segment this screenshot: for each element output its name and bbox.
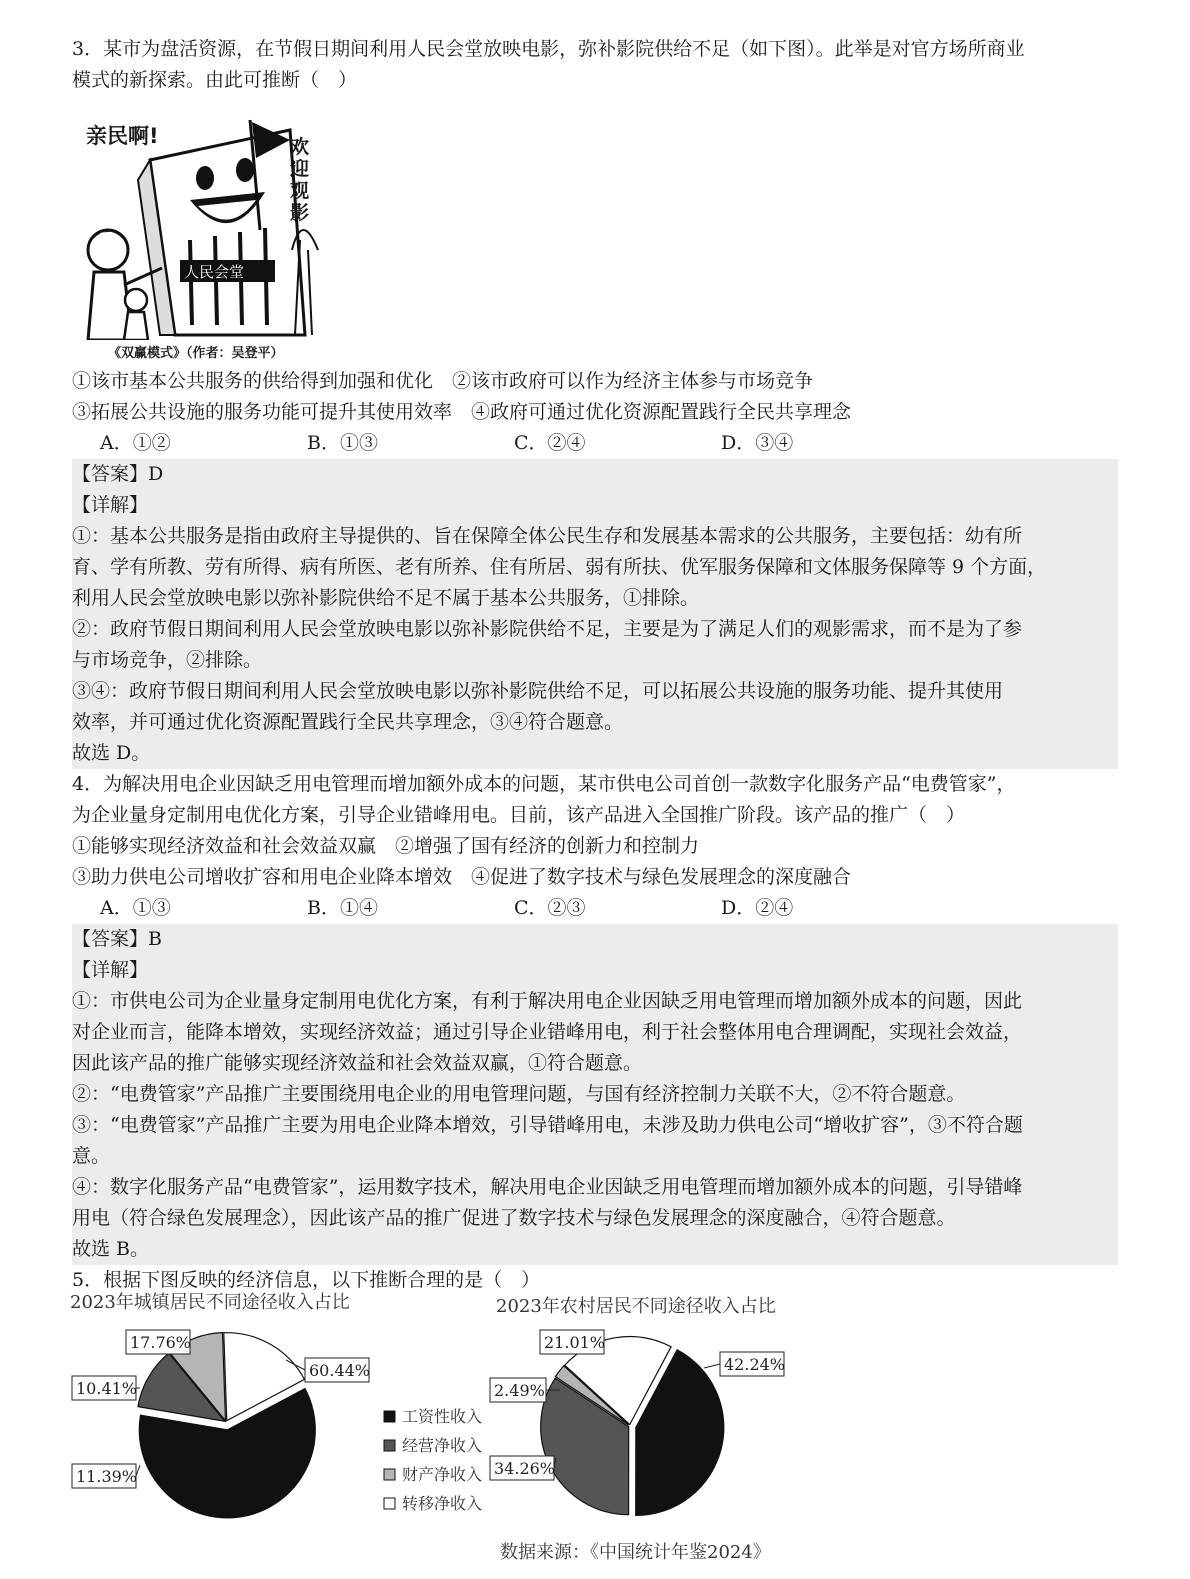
- q4-answer-block: [72, 924, 1118, 1265]
- cartoon-speech: 亲民啊!: [86, 124, 159, 148]
- chart-legend: [384, 1407, 482, 1513]
- legend-property: 财产净收入: [402, 1465, 483, 1484]
- q4-answer: 【答案】B: [72, 928, 162, 950]
- legend-wage: 工资性收入: [402, 1407, 483, 1426]
- q3-answer: 【答案】D: [72, 463, 164, 485]
- legend-transfer-swatch: [384, 1498, 395, 1509]
- cartoon-flag-text: 欢迎观影: [290, 136, 310, 224]
- q4-options: [72, 893, 1118, 924]
- q4-items-3-4: ③助力供电公司增收扩容和用电企业降本增效 ④促进了数字技术与绿色发展理念的深度融合: [72, 866, 852, 888]
- urban-chart-title: 2023年城镇居民不同途径收入占比: [70, 1292, 350, 1313]
- q5-charts: [0, 1250, 1190, 1574]
- q3-explain-line: 效率，并可通过优化资源配置践行全民共享理念，③④符合题意。: [72, 711, 624, 733]
- q4-option-d: D．②④: [721, 897, 794, 919]
- data-label: 21.01%: [544, 1333, 606, 1352]
- q3-option-d: D．③④: [721, 432, 794, 454]
- pie-charts-svg: [0, 1250, 1190, 1574]
- data-label: 34.26%: [494, 1459, 556, 1478]
- q3-explain-line: 利用人民会堂放映电影以弥补影院供给不足不属于基本公共服务，①排除。: [72, 587, 700, 609]
- q4-option-b: B．①④: [307, 897, 378, 919]
- q3-cartoon: [72, 96, 1118, 366]
- legend-wage-swatch: [384, 1411, 395, 1422]
- q5-stem: 5．根据下图反映的经济信息，以下推断合理的是（ ）: [72, 1269, 541, 1291]
- legend-property-swatch: [384, 1469, 395, 1480]
- q3-explain-line: ②：政府节假日期间利用人民会堂放映电影以弥补影院供给不足，主要是为了满足人们的观影需求，而不是为了参: [72, 618, 1023, 640]
- q3-detail-label: 【详解】: [72, 494, 149, 516]
- q3-option-c: C．②④: [514, 432, 586, 454]
- q4-option-c: C．②③: [514, 897, 586, 919]
- q4-explain-line: ①：市供电公司为企业量身定制用电优化方案，有利于解决用电企业因缺乏用电管理而增加额外成本的问题，因此: [72, 990, 1023, 1012]
- cartoon-caption: 《双赢模式》（作者：吴登平）: [108, 346, 284, 361]
- q3-explain-line: 与市场竞争，②排除。: [72, 649, 263, 671]
- q3-explain-line: 育、学有所教、劳有所得、病有所医、老有所养、住有所居、弱有所扶、优军服务保障和文体服务保障等 9 个方面，: [72, 556, 1047, 578]
- data-label: 11.39%: [76, 1467, 138, 1486]
- q4-detail-label: 【详解】: [72, 959, 149, 981]
- q4-items-1-2: ①能够实现经济效益和社会效益双赢 ②增强了国有经济的创新力和控制力: [72, 835, 700, 857]
- q4-explain-line: 对企业而言，能降本增效，实现经济效益；通过引导企业错峰用电，利于社会整体用电合理调配，实现社会效益，: [72, 1021, 1023, 1043]
- building-sign: 人民会堂: [184, 263, 245, 281]
- label-leader-line: [704, 1364, 720, 1368]
- document-page: [72, 34, 1118, 1296]
- q3-answer-block: [72, 459, 1118, 769]
- q4-stem-line-2: 为企业量身定制用电优化方案，引导企业错峰用电。目前，该产品进入全国推广阶段。该产品的推广（ ）: [72, 804, 966, 826]
- data-label: 17.76%: [130, 1333, 192, 1352]
- q4-explain-line: 用电（符合绿色发展理念），因此该产品的推广促进了数字技术与绿色发展理念的深度融合，④符合题意。: [72, 1207, 956, 1229]
- q3-items-1-2: ①该市基本公共服务的供给得到加强和优化 ②该市政府可以作为经济主体参与市场竞争: [72, 370, 814, 392]
- q3-options: [72, 428, 1118, 459]
- q3-stem-line-1: 3．某市为盘活资源，在节假日期间利用人民会堂放映电影，弥补影院供给不足（如下图）。此举是对官方场所商业: [72, 38, 1025, 60]
- rural-pie: [490, 1330, 785, 1515]
- q4-explain-line: ④：数字化服务产品“电费管家”，运用数字技术，解决用电企业因缺乏用电管理而增加额外成本的问题，引导错峰: [72, 1176, 1023, 1198]
- data-label: 60.44%: [309, 1361, 371, 1380]
- data-label: 42.24%: [724, 1355, 786, 1374]
- legend-business-swatch: [384, 1440, 395, 1451]
- urban-pie: [72, 1330, 370, 1518]
- q4-explain-line: 故选 B。: [72, 1238, 150, 1260]
- q4-explain-line: 意。: [72, 1145, 111, 1167]
- q4-explain-line: 因此该产品的推广能够实现经济效益和社会效益双赢，①符合题意。: [72, 1052, 643, 1074]
- q3-items-3-4: ③拓展公共设施的服务功能可提升其使用效率 ④政府可通过优化资源配置践行全民共享理念: [72, 401, 852, 423]
- legend-business: 经营净收入: [402, 1436, 483, 1455]
- legend-transfer: 转移净收入: [402, 1494, 483, 1513]
- q3-explain-line: ①：基本公共服务是指由政府主导提供的、旨在保障全体公民生存和发展基本需求的公共服务，主要包括：幼有所: [72, 525, 1023, 547]
- q4-explain-line: ③：“电费管家”产品推广主要为用电企业降本增效，引导错峰用电，未涉及助力供电公司“增收扩容”，③不符合题: [72, 1114, 1023, 1136]
- data-label: 10.41%: [76, 1379, 138, 1398]
- q4-option-a: A．①③: [100, 897, 171, 919]
- q4-explain-line: ②：“电费管家”产品推广主要围绕用电企业的用电管理问题，与国有经济控制力关联不大，②不符合题意。: [72, 1083, 966, 1105]
- q3-option-b: B．①③: [307, 432, 378, 454]
- data-source: 数据来源：《中国统计年鉴2024》: [500, 1542, 771, 1563]
- q3-stem-line-2: 模式的新探索。由此可推断（ ）: [72, 69, 358, 91]
- q3-explain-line: ③④：政府节假日期间利用人民会堂放映电影以弥补影院供给不足，可以拓展公共设施的服务功能、提升其使用: [72, 680, 1004, 702]
- rural-chart-title: 2023年农村居民不同途径收入占比: [496, 1296, 776, 1317]
- q4-stem-line-1: 4．为解决用电企业因缺乏用电管理而增加额外成本的问题，某市供电公司首创一款数字化服务产品“电费管家”，: [72, 773, 1016, 795]
- q3-option-a: A．①②: [100, 432, 171, 454]
- q3-explain-line: 故选 D。: [72, 742, 151, 764]
- data-label: 2.49%: [494, 1381, 545, 1400]
